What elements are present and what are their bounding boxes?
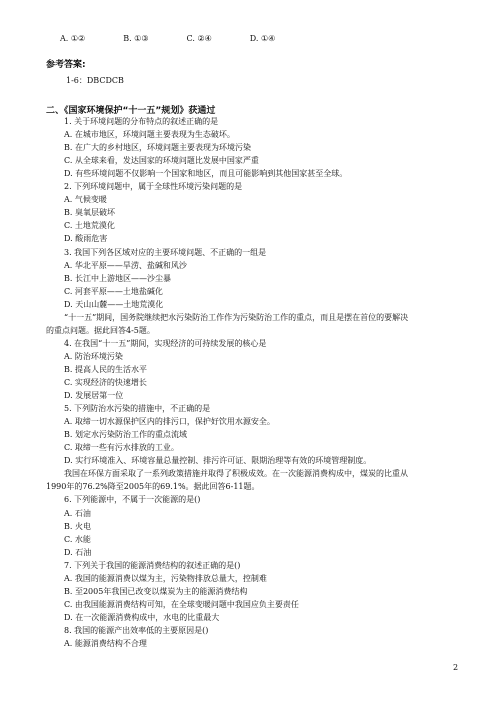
- text-line: D. 在一次能源消费构成中，水电的比重最大: [64, 612, 220, 622]
- text-line: C. 水能: [64, 534, 91, 544]
- text-line: D. 天山山麓——土地荒漠化: [64, 299, 164, 309]
- page-number: 2: [453, 663, 459, 672]
- text-line: D. 实行环境准入、环境容量总量控制、排污许可证、限期治理等有效的环境管理制度。: [64, 456, 372, 466]
- option-a: A. ①②: [60, 34, 86, 43]
- text-line: D. 酸雨危害: [64, 234, 108, 244]
- text-line: “十一五”期间，国务院继续把水污染防治工作作为污染防治工作的重点，而且是摆在首位的要解决: [64, 312, 409, 322]
- text-line: D. 发展居第一位: [64, 391, 124, 401]
- option-b: B. ①③: [123, 34, 149, 43]
- option-c: C. ②④: [186, 34, 212, 43]
- text-line: C. 河套平原——土地盐碱化: [64, 286, 163, 296]
- text-line: D. 石油: [64, 547, 92, 557]
- text-line: 2. 下列环境问题中，属于全球性环境污染问题的是: [64, 182, 243, 192]
- text-line: 6. 下列能源中，不属于一次能源的是(): [64, 495, 201, 505]
- text-line: D. 有些环境问题不仅影响一个国家和地区，而且可能影响到其他国家甚至全球。: [64, 169, 348, 179]
- text-line: 1. 关于环境问题的分布特点的叙述正确的是: [64, 117, 219, 126]
- text-line: B. 至2005年我国已改变以煤炭为主的能源消费结构: [64, 586, 248, 596]
- text-line: A. 在城市地区，环境问题主要表现为生态破坏。: [64, 130, 235, 140]
- text-line: 8. 我国的能源产出效率低的主要原因是(): [64, 625, 209, 635]
- option-d: D. ①④: [249, 34, 276, 43]
- answer-options-row: [60, 34, 313, 43]
- text-line: A. 能源消费结构不合理: [64, 639, 147, 648]
- text-line: C. 实现经济的快速增长: [64, 378, 147, 387]
- section-title: 二、《国家环境保护“十一五”规划》获通过: [46, 106, 216, 116]
- text-line: B. 火电: [64, 521, 91, 531]
- text-line: A. 防治环境污染: [64, 351, 123, 361]
- text-line: A. 我国的能源消费以煤为主，污染物排放总量大，控制难: [64, 573, 267, 583]
- text-line: B. 臭氧层破坏: [64, 208, 115, 218]
- text-line: 的重点问题。据此回答4-5题。: [46, 325, 155, 335]
- text-line: C. 从全球来看，发达国家的环境问题比发展中国家严重: [64, 156, 259, 166]
- text-line: B. 长江中上游地区——沙尘暴: [64, 273, 171, 283]
- answers-value: 1-6：DBCDCB: [66, 76, 124, 85]
- text-line: B. 提高人民的生活水平: [64, 364, 147, 374]
- answers-heading: 参考答案:: [46, 60, 86, 70]
- text-line: B. 划定水污染防治工作的重点流域: [64, 430, 187, 440]
- text-line: 1990年的76.2%降至2005年的69.1%。据此回答6-11题。: [46, 482, 260, 492]
- text-line: C. 由我国能源消费结构可知，在全球变暖问题中我国应负主要责任: [64, 599, 299, 609]
- text-line: C. 土地荒漠化: [64, 221, 115, 231]
- text-line: C. 取缔一些有污水排放的工业。: [64, 443, 179, 453]
- text-line: A. 气候变暖: [64, 195, 107, 205]
- text-line: 4. 在我国“十一五”期间，实现经济的可持续发展的核心是: [64, 338, 267, 348]
- text-line: 5. 下列防治水污染的措施中，不正确的是: [64, 404, 211, 414]
- text-line: A. 石油: [64, 508, 91, 518]
- text-line: B. 在广大的乡村地区，环境问题主要表现为环境污染: [64, 143, 251, 153]
- text-line: A. 华北平原——旱涝、盐碱和风沙: [64, 260, 187, 270]
- text-line: 7. 下列关于我国的能源消费结构的叙述正确的是(): [64, 560, 241, 570]
- text-line: 3. 我国下列各区域对应的主要环境问题、不正确的一组是: [64, 247, 267, 257]
- text-line: A. 取缔一切水源保护区内的排污口，保护好饮用水源安全。: [64, 417, 275, 427]
- text-line: 我国在环保方面采取了一系列政策措施并取得了积极成效。在一次能源消费构成中，煤炭的比重从: [64, 469, 408, 479]
